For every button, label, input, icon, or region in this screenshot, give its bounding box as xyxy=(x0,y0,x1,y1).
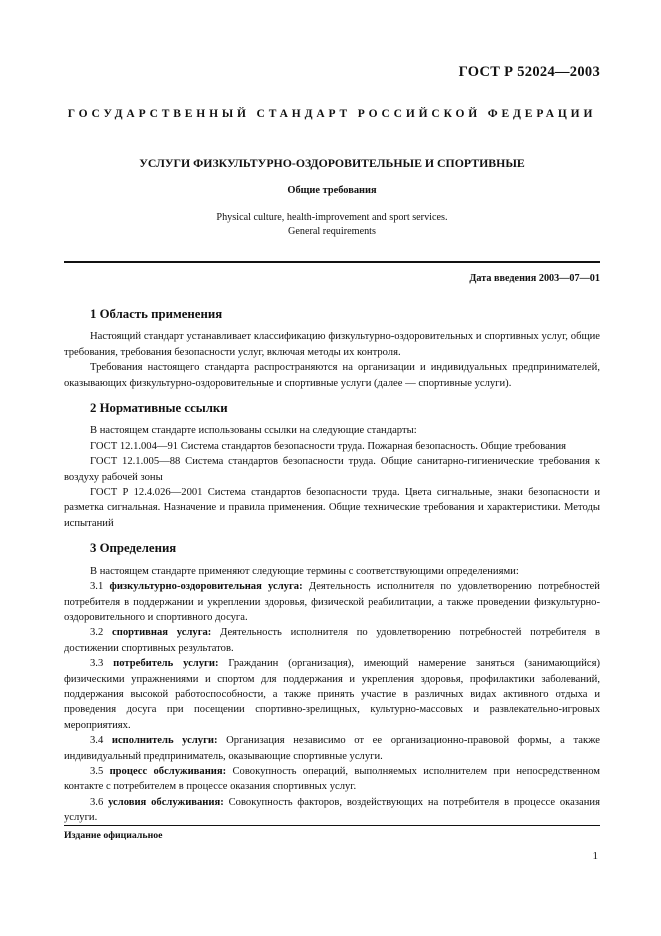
definition-text: Совокупность факторов, воздействующих на потребителя в процессе оказания услуги. xyxy=(64,796,600,824)
definition-term: потребитель услуги: xyxy=(113,658,219,670)
official-edition-note: Издание официальное xyxy=(64,830,163,841)
english-title xyxy=(64,211,600,238)
definition-text: Гражданин (организация), имеющий намерение заняться (занимающийся) физическими упражнениями и спортом для поддержания и укрепления здоровья, профилактики заболеваний, поддержания высокой работоспособности, а также принять участие в различных видах активного отдыха и проведения досуга при посещении спортивно-зрелищных, культурно-массовых и развлекательно-игровых мероприятиях. xyxy=(64,658,600,731)
definition-term: процесс обслуживания: xyxy=(109,765,227,777)
definition-item xyxy=(64,764,600,795)
reference-item: ГОСТ 12.1.004—91 Система стандартов безопасности труда. Пожарная безопасность. Общие требования xyxy=(90,440,566,452)
reference-item: ГОСТ Р 12.4.026—2001 Система стандартов безопасности труда. Цвета сигнальные, знаки безопасности и разметка сигнальная. Назначение и правила применения. Общие технические требования и характеристики. Методы испытаний xyxy=(64,487,600,529)
definition-number: 3.1 xyxy=(90,581,104,593)
section-2-paragraph: В настоящем стандарте использованы ссылки на следующие стандарты: xyxy=(90,425,417,437)
definition-item xyxy=(64,579,600,625)
definition-number: 3.4 xyxy=(90,735,104,747)
section-1-paragraph: Настоящий стандарт устанавливает классификацию физкультурно-оздоровительных и спортивных услуг, общие требования, требования безопасности услуг, включая методы их контроля. xyxy=(64,331,600,358)
definition-text: Организация независимо от ее организационно-правовой формы, а также индивидуальный предприниматель, оказывающие спортивные услуги. xyxy=(64,735,600,762)
section-3-heading: 3 Определения xyxy=(90,541,177,556)
definition-item xyxy=(64,733,600,764)
section-2-heading: 2 Нормативные ссылки xyxy=(90,401,228,416)
reference-item: ГОСТ 12.1.005—88 Система стандартов безопасности труда. Общие санитарно-гигиенические требования к воздуху рабочей зоны xyxy=(64,456,600,483)
section-1-heading: 1 Область применения xyxy=(90,307,223,321)
document-body xyxy=(64,307,600,826)
state-standard-heading: ГОСУДАРСТВЕННЫЙ СТАНДАРТ РОССИЙСКОЙ ФЕДЕРАЦИИ xyxy=(67,108,597,120)
definition-text: Деятельность исполнителя по удовлетворению потребностей потребителя в поддержании и укреплении здоровья, физической реабилитации, а также проведении физкультурно-оздоровительного и спортивного досуга. xyxy=(64,581,600,623)
title-divider xyxy=(64,261,600,263)
definition-term: исполнитель услуги: xyxy=(111,735,218,747)
definition-number: 3.6 xyxy=(90,796,104,808)
gost-number: ГОСТ Р 52024—2003 xyxy=(458,64,600,80)
definition-item xyxy=(64,625,600,656)
definition-number: 3.3 xyxy=(90,658,104,670)
document-title: УСЛУГИ ФИЗКУЛЬТУРНО-ОЗДОРОВИТЕЛЬНЫЕ И СПОРТИВНЫЕ xyxy=(139,156,525,170)
definition-term: условия обслуживания: xyxy=(108,796,224,808)
definition-item xyxy=(64,795,600,826)
document-subtitle: Общие требования xyxy=(287,185,377,196)
definition-term: физкультурно-оздоровительная услуга: xyxy=(109,581,303,593)
definition-item xyxy=(64,656,600,733)
page-number: 1 xyxy=(592,850,598,862)
introduction-date: Дата введения 2003—07—01 xyxy=(469,273,600,284)
footer-divider xyxy=(64,825,600,826)
definition-text: Деятельность исполнителя по удовлетворению потребностей потребителя в достижении спортивных результатов. xyxy=(64,627,601,654)
definition-term: спортивная услуга: xyxy=(112,627,212,639)
section-1-paragraph: Требования настоящего стандарта распространяются на организации и индивидуальных предпринимателей, оказывающих физкультурно-оздоровительные и спортивные услуги (далее — спортивные услуги). xyxy=(64,362,600,389)
english-title-line-1: Physical culture, health-improvement and sport services. xyxy=(216,212,448,223)
definition-number: 3.2 xyxy=(90,627,104,639)
section-3-intro: В настоящем стандарте применяют следующие термины с соответствующими определениями: xyxy=(90,565,519,577)
definition-number: 3.5 xyxy=(90,765,104,777)
english-title-line-2: General requirements xyxy=(288,225,376,237)
definition-text: Совокупность операций, выполняемых исполнителем при непосредственном контакте с потребителем в процессе оказания спортивных услуг. xyxy=(64,765,600,793)
